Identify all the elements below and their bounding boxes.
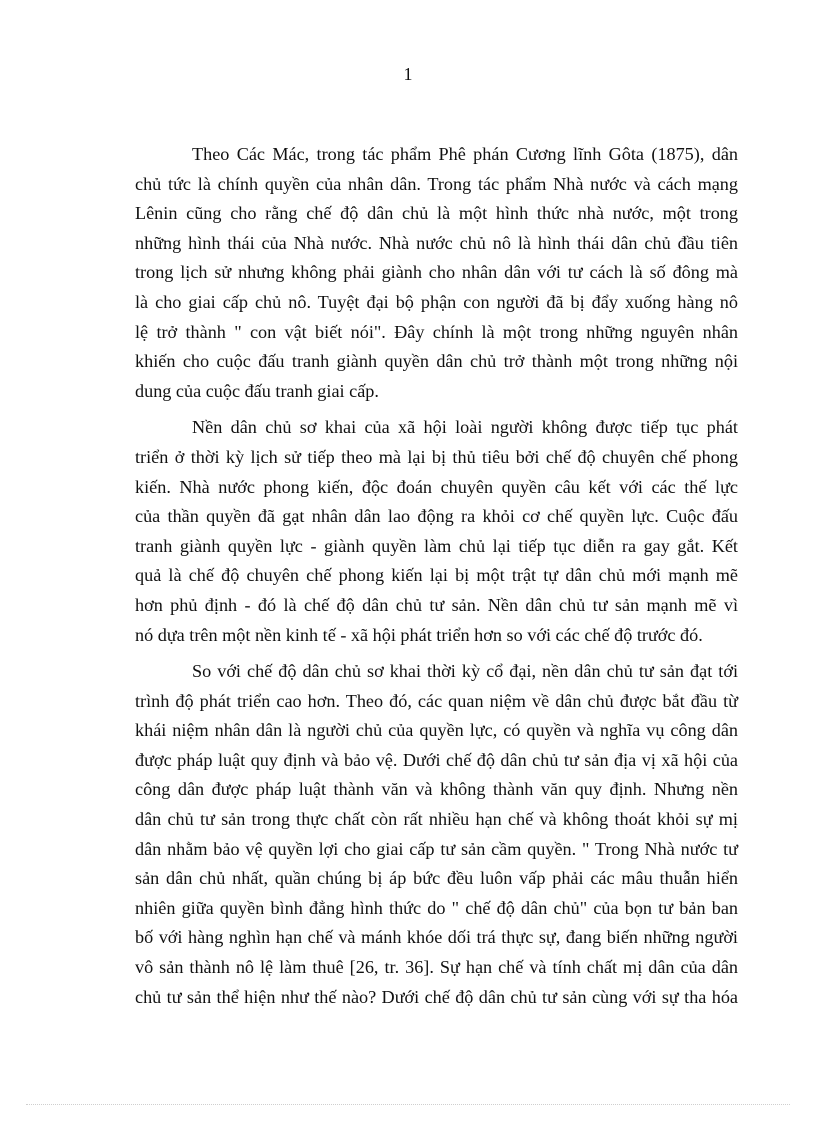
text-line: lệ trở thành " con vật biết nói". Đây chính là một trong những nguyên nhân — [135, 321, 738, 342]
text-line: Theo Các Mác, trong tác phẩm Phê phán Cương lĩnh Gôta (1875), dân — [192, 144, 738, 164]
text-line: khái niệm nhân dân là người chủ của quyền lực, có quyền và nghĩa vụ công dân — [135, 720, 738, 741]
text-line: trong lịch sử nhưng không phải giành cho nhân dân với tư cách là số đông mà — [135, 262, 738, 283]
page-number: 1 — [403, 64, 413, 84]
paragraph — [135, 657, 738, 1012]
text-line: được pháp luật quy định và bảo vệ. Dưới chế độ dân chủ tư sản địa vị xã hội của — [135, 749, 738, 770]
text-line: kiến. Nhà nước phong kiến, độc đoán chuyên quyền câu kết với các thế lực — [135, 476, 738, 497]
text-line: chủ tư sản thể hiện như thế nào? Dưới chế độ dân chủ tư sản cùng với sự tha hóa — [135, 986, 738, 1007]
text-line: nó dựa trên một nền kinh tế - xã hội phát triển hơn so với các chế độ trước đó. — [135, 624, 703, 645]
text-line: quả là chế độ chuyên chế phong kiến lại bị một trật tự dân chủ mới mạnh mẽ — [135, 565, 738, 586]
text-line: sản dân chủ nhất, quần chúng bị áp bức đều luôn vấp phải các mâu thuẫn hiển — [135, 868, 738, 889]
text-line: hơn phủ định - đó là chế độ dân chủ tư sản. Nền dân chủ tư sản mạnh mẽ vì — [135, 594, 738, 615]
text-line: những hình thái của Nhà nước. Nhà nước chủ nô là hình thái dân chủ đầu tiên — [135, 232, 738, 253]
text-line: trình độ phát triển cao hơn. Theo đó, các quan niệm về dân chủ được bắt đầu từ — [135, 690, 738, 711]
document-body — [135, 140, 738, 1012]
text-line: dung của cuộc đấu tranh giai cấp. — [135, 380, 379, 401]
text-line: khiến cho cuộc đấu tranh giành quyền dân chủ trở thành một trong những nội — [135, 351, 738, 372]
footer-divider — [26, 1104, 790, 1105]
text-line: So với chế độ dân chủ sơ khai thời kỳ cổ đại, nền dân chủ tư sản đạt tới — [192, 661, 738, 682]
text-line: dân nhằm bảo vệ quyền lợi cho giai cấp tư sản cầm quyền. " Trong Nhà nước tư — [135, 838, 738, 859]
text-line: nhiên giữa quyền bình đẳng hình thức do " chế độ dân chủ" của bọn tư bản ban — [135, 897, 738, 918]
text-line: công dân được pháp luật thành văn và không thành văn quy định. Nhưng nền — [135, 779, 738, 800]
paragraph — [135, 413, 738, 650]
text-line: của thần quyền đã gạt nhân dân lao động ra khỏi cơ chế quyền lực. Cuộc đấu — [135, 506, 738, 527]
text-line: chủ tức là chính quyền của nhân dân. Trong tác phẩm Nhà nước và cách mạng — [135, 173, 738, 194]
text-line: là cho giai cấp chủ nô. Tuyệt đại bộ phận con người đã bị đẩy xuống hàng nô — [135, 291, 738, 312]
text-line: vô sản thành nô lệ làm thuê [26, tr. 36]. Sự hạn chế và tính chất mị dân của dân — [135, 957, 738, 978]
text-line: bố với hàng nghìn hạn chế và mánh khóe dối trá thực sự, đang biến những người — [135, 927, 738, 948]
paragraph-spacing — [135, 650, 738, 657]
text-line: Nền dân chủ sơ khai của xã hội loài người không được tiếp tục phát — [192, 417, 738, 438]
paragraph-spacing — [135, 406, 738, 413]
paragraph — [135, 140, 738, 406]
text-line: tranh giành quyền lực - giành quyền làm chủ lại tiếp tục diễn ra gay gắt. Kết — [135, 535, 738, 556]
text-line: Lênin cũng cho rằng chế độ dân chủ là một hình thức nhà nước, một trong — [135, 203, 738, 224]
text-line: triển ở thời kỳ lịch sử tiếp theo mà lại bị thủ tiêu bởi chế độ chuyên chế phong — [135, 446, 738, 467]
text-line: dân chủ tư sản trong thực chất còn rất nhiều hạn chế và không thoát khỏi sự mị — [135, 809, 738, 830]
